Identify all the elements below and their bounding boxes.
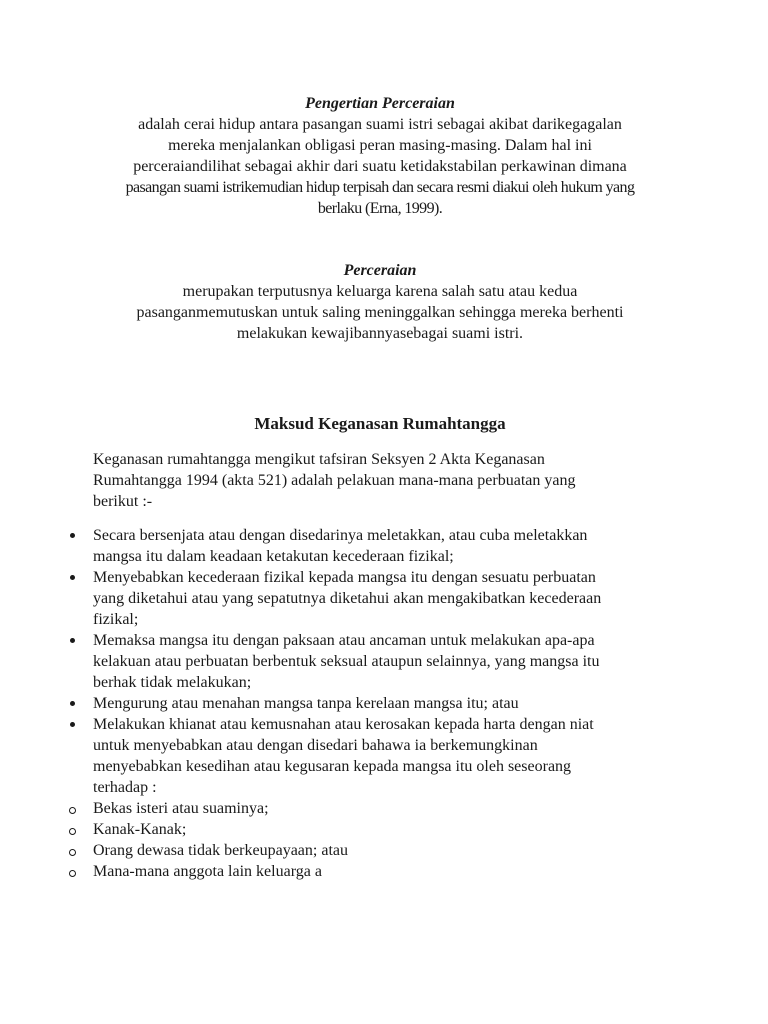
list-item-line: menyebabkan kesedihan atau kegusaran kepada mangsa itu oleh seseorang (93, 758, 572, 775)
bullet-disc-icon (66, 693, 78, 714)
list-item-line: untuk menyebabkan atau dengan disedari bahawa ia berkemungkinan (93, 737, 538, 754)
list-item-line: Menyebabkan kecederaan fizikal kepada mangsa itu dengan sesuatu perbuatan (93, 569, 596, 586)
definition-perceraian-block (90, 93, 670, 219)
paragraph-line: pasanganmemutuskan untuk saling meninggalkan sehingga mereka berhenti (136, 304, 624, 321)
list-item-line: Melakukan khianat atau kemusnahan atau kerosakan kepada harta dengan niat (93, 716, 594, 733)
list-item-line: Orang dewasa tidak berkeupayaan; atau (93, 842, 348, 859)
list-item (0, 525, 768, 567)
bullet-disc-icon (66, 567, 78, 588)
list-item-line: Secara bersenjata atau dengan disedarinya meletakkan, atau cuba meletakkan (93, 527, 588, 544)
paragraph-line: merupakan terputusnya keluarga karena salah satu atau kedua (182, 283, 578, 300)
list-item (0, 714, 768, 798)
bullet-circle-icon (66, 861, 78, 882)
paragraph-line: berlaku (Erna, 1999). (317, 200, 443, 217)
list-item (0, 861, 768, 882)
paragraph-line: Rumahtangga 1994 (akta 521) adalah pelakuan mana-mana perbuatan yang (93, 472, 576, 489)
list-item-line: Mana-mana anggota lain keluarga a (93, 863, 322, 880)
list-item (0, 630, 768, 693)
definition-bullet-list (0, 525, 768, 882)
list-item-line: Bekas isteri atau suaminya; (93, 800, 269, 817)
list-item (0, 840, 768, 861)
bullet-circle-icon (66, 819, 78, 840)
bullet-circle-icon (66, 840, 78, 861)
list-item-line: Kanak-Kanak; (93, 821, 187, 838)
intro-paragraph (93, 449, 693, 512)
paragraph-line: Keganasan rumahtangga mengikut tafsiran Seksyen 2 Akta Keganasan (93, 451, 545, 468)
list-item (0, 693, 768, 714)
bullet-disc-icon (66, 525, 78, 546)
list-item-line: terhadap : (93, 779, 157, 796)
list-item-line: berhak tidak melakukan; (93, 674, 252, 691)
section-title-perceraian: Perceraian (343, 262, 417, 279)
perceraian-block (90, 260, 670, 344)
list-item (0, 819, 768, 840)
paragraph-line: perceraiandilihat sebagai akhir dari suatu ketidakstabilan perkawinan dimana (133, 158, 627, 175)
section-title-keganasan: Maksud Keganasan Rumahtangga (254, 414, 506, 433)
bullet-disc-icon (66, 630, 78, 651)
bullet-disc-icon (66, 714, 78, 735)
list-item-line: mangsa itu dalam keadaan ketakutan kecederaan fizikal; (93, 548, 454, 565)
list-item-line: Memaksa mangsa itu dengan paksaan atau ancaman untuk melakukan apa-apa (93, 632, 595, 649)
paragraph-line: melakukan kewajibannyasebagai suami istri. (236, 325, 524, 342)
paragraph-line: mereka menjalankan obligasi peran masing-masing. Dalam hal ini (168, 137, 592, 154)
section-title-pengertian: Pengertian Perceraian (305, 95, 455, 112)
paragraph-line: adalah cerai hidup antara pasangan suami istri sebagai akibat darikegagalan (138, 116, 622, 133)
list-item (0, 798, 768, 819)
list-item-line: kelakuan atau perbuatan berbentuk seksual ataupun selainnya, yang mangsa itu (93, 653, 600, 670)
list-item (0, 567, 768, 630)
list-item-line: fizikal; (93, 611, 139, 628)
list-item-line: Mengurung atau menahan mangsa tanpa kerelaan mangsa itu; atau (93, 695, 519, 712)
paragraph-line: pasangan suami istrikemudian hidup terpisah dan secara resmi diakui oleh hukum yang (125, 179, 635, 196)
list-item-line: yang diketahui atau yang sepatutnya diketahui akan mengakibatkan kecederaan (93, 590, 602, 607)
bullet-circle-icon (66, 798, 78, 819)
paragraph-line: berikut :- (93, 493, 153, 510)
